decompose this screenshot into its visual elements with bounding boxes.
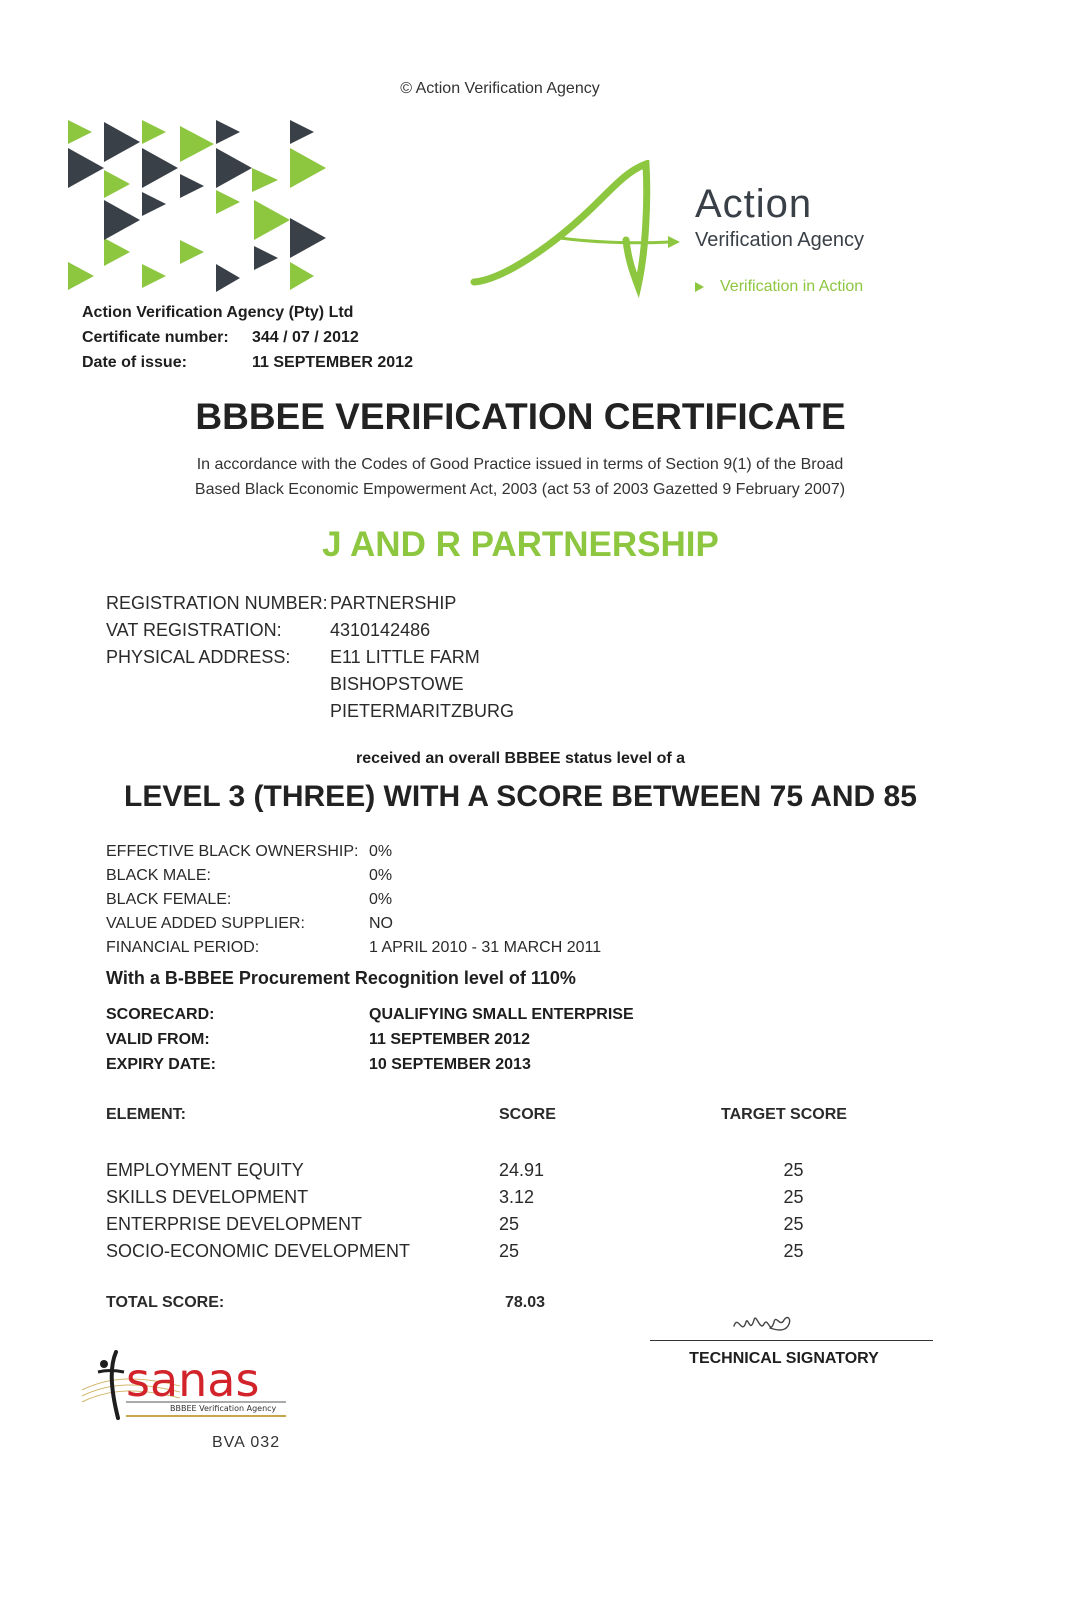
element-target: 25 bbox=[783, 1160, 804, 1180]
sanas-subtitle: BBBEE Verification Agency bbox=[170, 1404, 277, 1413]
address-line: E11 LITTLE FARM bbox=[330, 647, 480, 667]
registration-label: REGISTRATION NUMBER: bbox=[106, 593, 328, 613]
element-target: 25 bbox=[783, 1187, 804, 1207]
issuer-name: Action Verification Agency (Pty) Ltd bbox=[82, 304, 354, 321]
company-details bbox=[106, 590, 514, 725]
signature-line bbox=[650, 1340, 933, 1341]
scorecard-value: QUALIFYING SMALL ENTERPRISE bbox=[369, 1006, 634, 1023]
issuer-info bbox=[82, 300, 413, 375]
scorecard-label: SCORECARD: bbox=[106, 1006, 215, 1023]
ownership-value: NO bbox=[369, 915, 393, 932]
address-line: PIETERMARITZBURG bbox=[330, 701, 515, 721]
valid-from-label: VALID FROM: bbox=[106, 1031, 210, 1048]
accordance-line: Based Black Economic Empowerment Act, 2003 (act 53 of 2003 Gazetted 9 February 2007) bbox=[194, 481, 846, 498]
expiry-date-value: 10 SEPTEMBER 2013 bbox=[369, 1056, 531, 1073]
brand-tagline bbox=[695, 278, 863, 296]
total-score-value: 78.03 bbox=[505, 1294, 546, 1311]
element-score: 25 bbox=[499, 1214, 520, 1234]
ownership-value: 0% bbox=[369, 867, 393, 884]
certificate-title: BBBEE VERIFICATION CERTIFICATE bbox=[195, 396, 846, 437]
expiry-date-label: EXPIRY DATE: bbox=[106, 1056, 216, 1073]
score-table bbox=[106, 1106, 866, 1312]
brand-subtitle: Verification Agency bbox=[695, 229, 864, 251]
table-row bbox=[106, 1214, 866, 1241]
ownership-label: VALUE ADDED SUPPLIER: bbox=[106, 915, 305, 932]
header-element: ELEMENT: bbox=[106, 1106, 186, 1123]
vat-value: 4310142486 bbox=[330, 620, 431, 640]
ownership-label: FINANCIAL PERIOD: bbox=[106, 939, 260, 956]
ownership-details bbox=[106, 840, 601, 960]
accordance-statement bbox=[100, 452, 940, 502]
bva-number: BVA 032 bbox=[212, 1434, 281, 1451]
ownership-value: 0% bbox=[369, 843, 393, 860]
element-target: 25 bbox=[783, 1214, 804, 1234]
signature-image bbox=[730, 1306, 800, 1344]
element-name: SKILLS DEVELOPMENT bbox=[106, 1187, 309, 1207]
registration-value: PARTNERSHIP bbox=[330, 593, 457, 613]
certificate-number-label: Certificate number: bbox=[82, 329, 229, 346]
table-row bbox=[106, 1160, 866, 1187]
total-score-label: TOTAL SCORE: bbox=[106, 1294, 225, 1311]
address-line: BISHOPSTOWE bbox=[330, 674, 464, 694]
date-of-issue-value: 11 SEPTEMBER 2012 bbox=[252, 354, 413, 371]
tagline-text: Verification in Action bbox=[720, 278, 864, 295]
accordance-line: In accordance with the Codes of Good Practice issued in terms of Section 9(1) of the Broad bbox=[196, 456, 844, 473]
scorecard-details bbox=[106, 1002, 634, 1077]
element-target: 25 bbox=[783, 1241, 804, 1261]
received-statement: received an overall BBBEE status level of a bbox=[355, 750, 686, 767]
element-name: ENTERPRISE DEVELOPMENT bbox=[106, 1214, 363, 1234]
header-target: TARGET SCORE bbox=[721, 1106, 847, 1123]
action-a-logo bbox=[470, 160, 690, 300]
ownership-label: EFFECTIVE BLACK OWNERSHIP: bbox=[106, 843, 359, 860]
score-table-header bbox=[106, 1106, 866, 1160]
ownership-value: 1 APRIL 2010 - 31 MARCH 2011 bbox=[369, 939, 602, 956]
table-row bbox=[106, 1187, 866, 1214]
play-arrow-icon bbox=[695, 282, 704, 292]
status-level: LEVEL 3 (THREE) WITH A SCORE BETWEEN 75 AND 85 bbox=[124, 780, 917, 813]
procurement-recognition: With a B-BBEE Procurement Recognition level of 110% bbox=[106, 968, 576, 988]
certificate-number-value: 344 / 07 / 2012 bbox=[252, 329, 359, 346]
ownership-label: BLACK FEMALE: bbox=[106, 891, 232, 908]
ownership-label: BLACK MALE: bbox=[106, 867, 211, 884]
company-name: J AND R PARTNERSHIP bbox=[322, 525, 719, 564]
element-score: 25 bbox=[499, 1241, 520, 1261]
sanas-wordmark: sanas bbox=[126, 1353, 260, 1407]
element-score: 24.91 bbox=[499, 1160, 545, 1180]
element-name: SOCIO-ECONOMIC DEVELOPMENT bbox=[106, 1241, 411, 1261]
address-label: PHYSICAL ADDRESS: bbox=[106, 647, 291, 667]
triangle-mosaic-logo bbox=[68, 118, 338, 300]
table-row bbox=[106, 1241, 866, 1268]
copyright-notice: © Action Verification Agency bbox=[400, 80, 600, 97]
technical-signatory-label: TECHNICAL SIGNATORY bbox=[689, 1350, 879, 1367]
element-score: 3.12 bbox=[499, 1187, 535, 1207]
date-of-issue-label: Date of issue: bbox=[82, 354, 187, 371]
ownership-value: 0% bbox=[369, 891, 393, 908]
header-score: SCORE bbox=[499, 1106, 556, 1123]
sanas-logo bbox=[80, 1346, 290, 1426]
vat-label: VAT REGISTRATION: bbox=[106, 620, 282, 640]
element-name: EMPLOYMENT EQUITY bbox=[106, 1160, 304, 1180]
brand-name: Action bbox=[695, 182, 813, 226]
valid-from-value: 11 SEPTEMBER 2012 bbox=[369, 1031, 530, 1048]
